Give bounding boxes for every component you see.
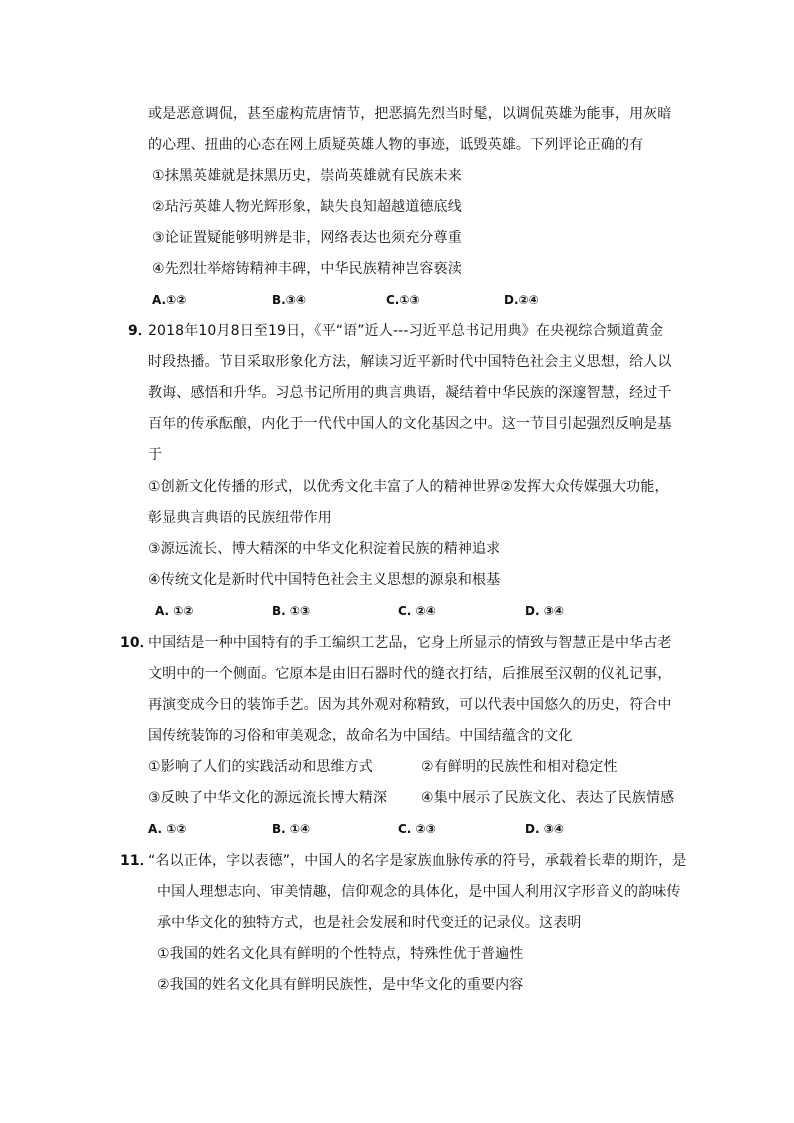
q10-statement-1: ①影响了人们的实践活动和思维方式: [148, 759, 373, 775]
q11-stem-line1: “名以正体，字以表德”，中国人的名字是家族血脉传承的符号，承载着长辈的期许，是: [148, 853, 687, 869]
q8-option-d: D.②④: [504, 293, 539, 307]
q8-stem-line1: 或是恶意调侃，甚至虚构荒唐情节，把恶搞先烈当时髦，以调侃英雄为能事，用灰暗: [148, 106, 672, 122]
q11-statement-1: ①我国的姓名文化具有鲜明的个性特点，特殊性优于普遍性: [157, 946, 524, 962]
q8-option-a: A.①②: [152, 293, 187, 307]
q11-stem-line2: 中国人理想志向、审美情趣，信仰观念的具体化，是中国人利用汉字形音义的韵味传: [157, 884, 681, 900]
q10-option-d: D. ③④: [525, 822, 565, 836]
q10-stem-line2: 文明中的一个侧面。它原本是由旧石器时代的缝衣打结，后推展至汉朝的仪礼记事，: [148, 666, 672, 682]
q8-statement-3: ③论证置疑能够明辨是非，网络表达也须充分尊重: [152, 230, 462, 246]
q11-stem-line3: 承中华文化的独特方式，也是社会发展和时代变迁的记录仪。这表明: [157, 915, 582, 931]
q9-stem-line5: 于: [148, 447, 163, 463]
q10-option-b: B. ①④: [272, 822, 311, 836]
q10-option-c: C. ②③: [398, 822, 436, 836]
q9-statement-1b: 彰显典言典语的民族纽带作用: [148, 510, 332, 526]
q10-stem-line1: 中国结是一种中国特有的手工编织工艺品，它身上所显示的情致与智慧正是中华古老: [148, 635, 672, 651]
q11-number: 11．: [120, 853, 154, 869]
q9-statement-4: ④传统文化是新时代中国特色社会主义思想的源泉和根基: [148, 572, 501, 588]
q8-statement-1: ①抹黑英雄就是抹黑历史，崇尚英雄就有民族未来: [152, 168, 462, 184]
q9-option-d: D. ③④: [525, 604, 565, 618]
q10-statement-4: ④集中展示了民族文化、表达了民族情感: [421, 790, 675, 806]
q10-stem-line3: 再演变成今日的装饰手艺。因为其外观对称精致，可以代表中国悠久的历史，符合中: [148, 697, 672, 713]
q9-stem-line4: 百年的传承酝酿，内化于一代代中国人的文化基因之中。这一节目引起强烈反响是基: [148, 416, 672, 432]
q9-option-a: A. ①②: [155, 604, 194, 618]
q10-number: 10．: [120, 635, 154, 651]
q9-stem-line2: 时段热播。节目采取形象化方法，解读习近平新时代中国特色社会主义思想，给人以: [148, 354, 672, 370]
q8-statement-2: ②玷污英雄人物光辉形象，缺失良知超越道德底线: [152, 199, 462, 215]
q8-stem-line2: 的心理、扭曲的心态在网上质疑英雄人物的事迹，诋毁英雄。下列评论正确的有: [148, 137, 644, 153]
q8-option-b: B.③④: [272, 293, 307, 307]
q9-number: 9．: [128, 323, 153, 339]
q9-option-c: C. ②④: [398, 604, 436, 618]
q9-stem-line1: 2018年10月8日至19日，《平“语”近人---习近平总书记用典》在央视综合频道黄金: [148, 323, 664, 339]
q10-statement-2: ②有鲜明的民族性和相对稳定性: [421, 759, 618, 775]
q9-statement-3: ③源远流长、博大精深的中华文化积淀着民族的精神追求: [148, 541, 501, 557]
q10-stem-line4: 国传统装饰的习俗和审美观念，故命名为中国结。中国结蕴含的文化: [148, 728, 573, 744]
q9-stem-line3: 教诲、感悟和升华。习总书记所用的典言典语，凝结着中华民族的深邃智慧，经过千: [148, 385, 672, 401]
q11-statement-2: ②我国的姓名文化具有鲜明民族性，是中华文化的重要内容: [157, 977, 524, 993]
q8-statement-4: ④先烈壮举熔铸精神丰碑，中华民族精神岂容亵渎: [152, 261, 462, 277]
q10-option-a: A. ①②: [148, 822, 187, 836]
q9-statement-1: ①创新文化传播的形式，以优秀文化丰富了人的精神世界②发挥大众传媒强大功能，: [148, 479, 669, 495]
q8-option-c: C.①③: [386, 293, 420, 307]
q10-statement-3: ③反映了中华文化的源远流长博大精深: [148, 790, 388, 806]
q9-option-b: B. ①③: [272, 604, 311, 618]
